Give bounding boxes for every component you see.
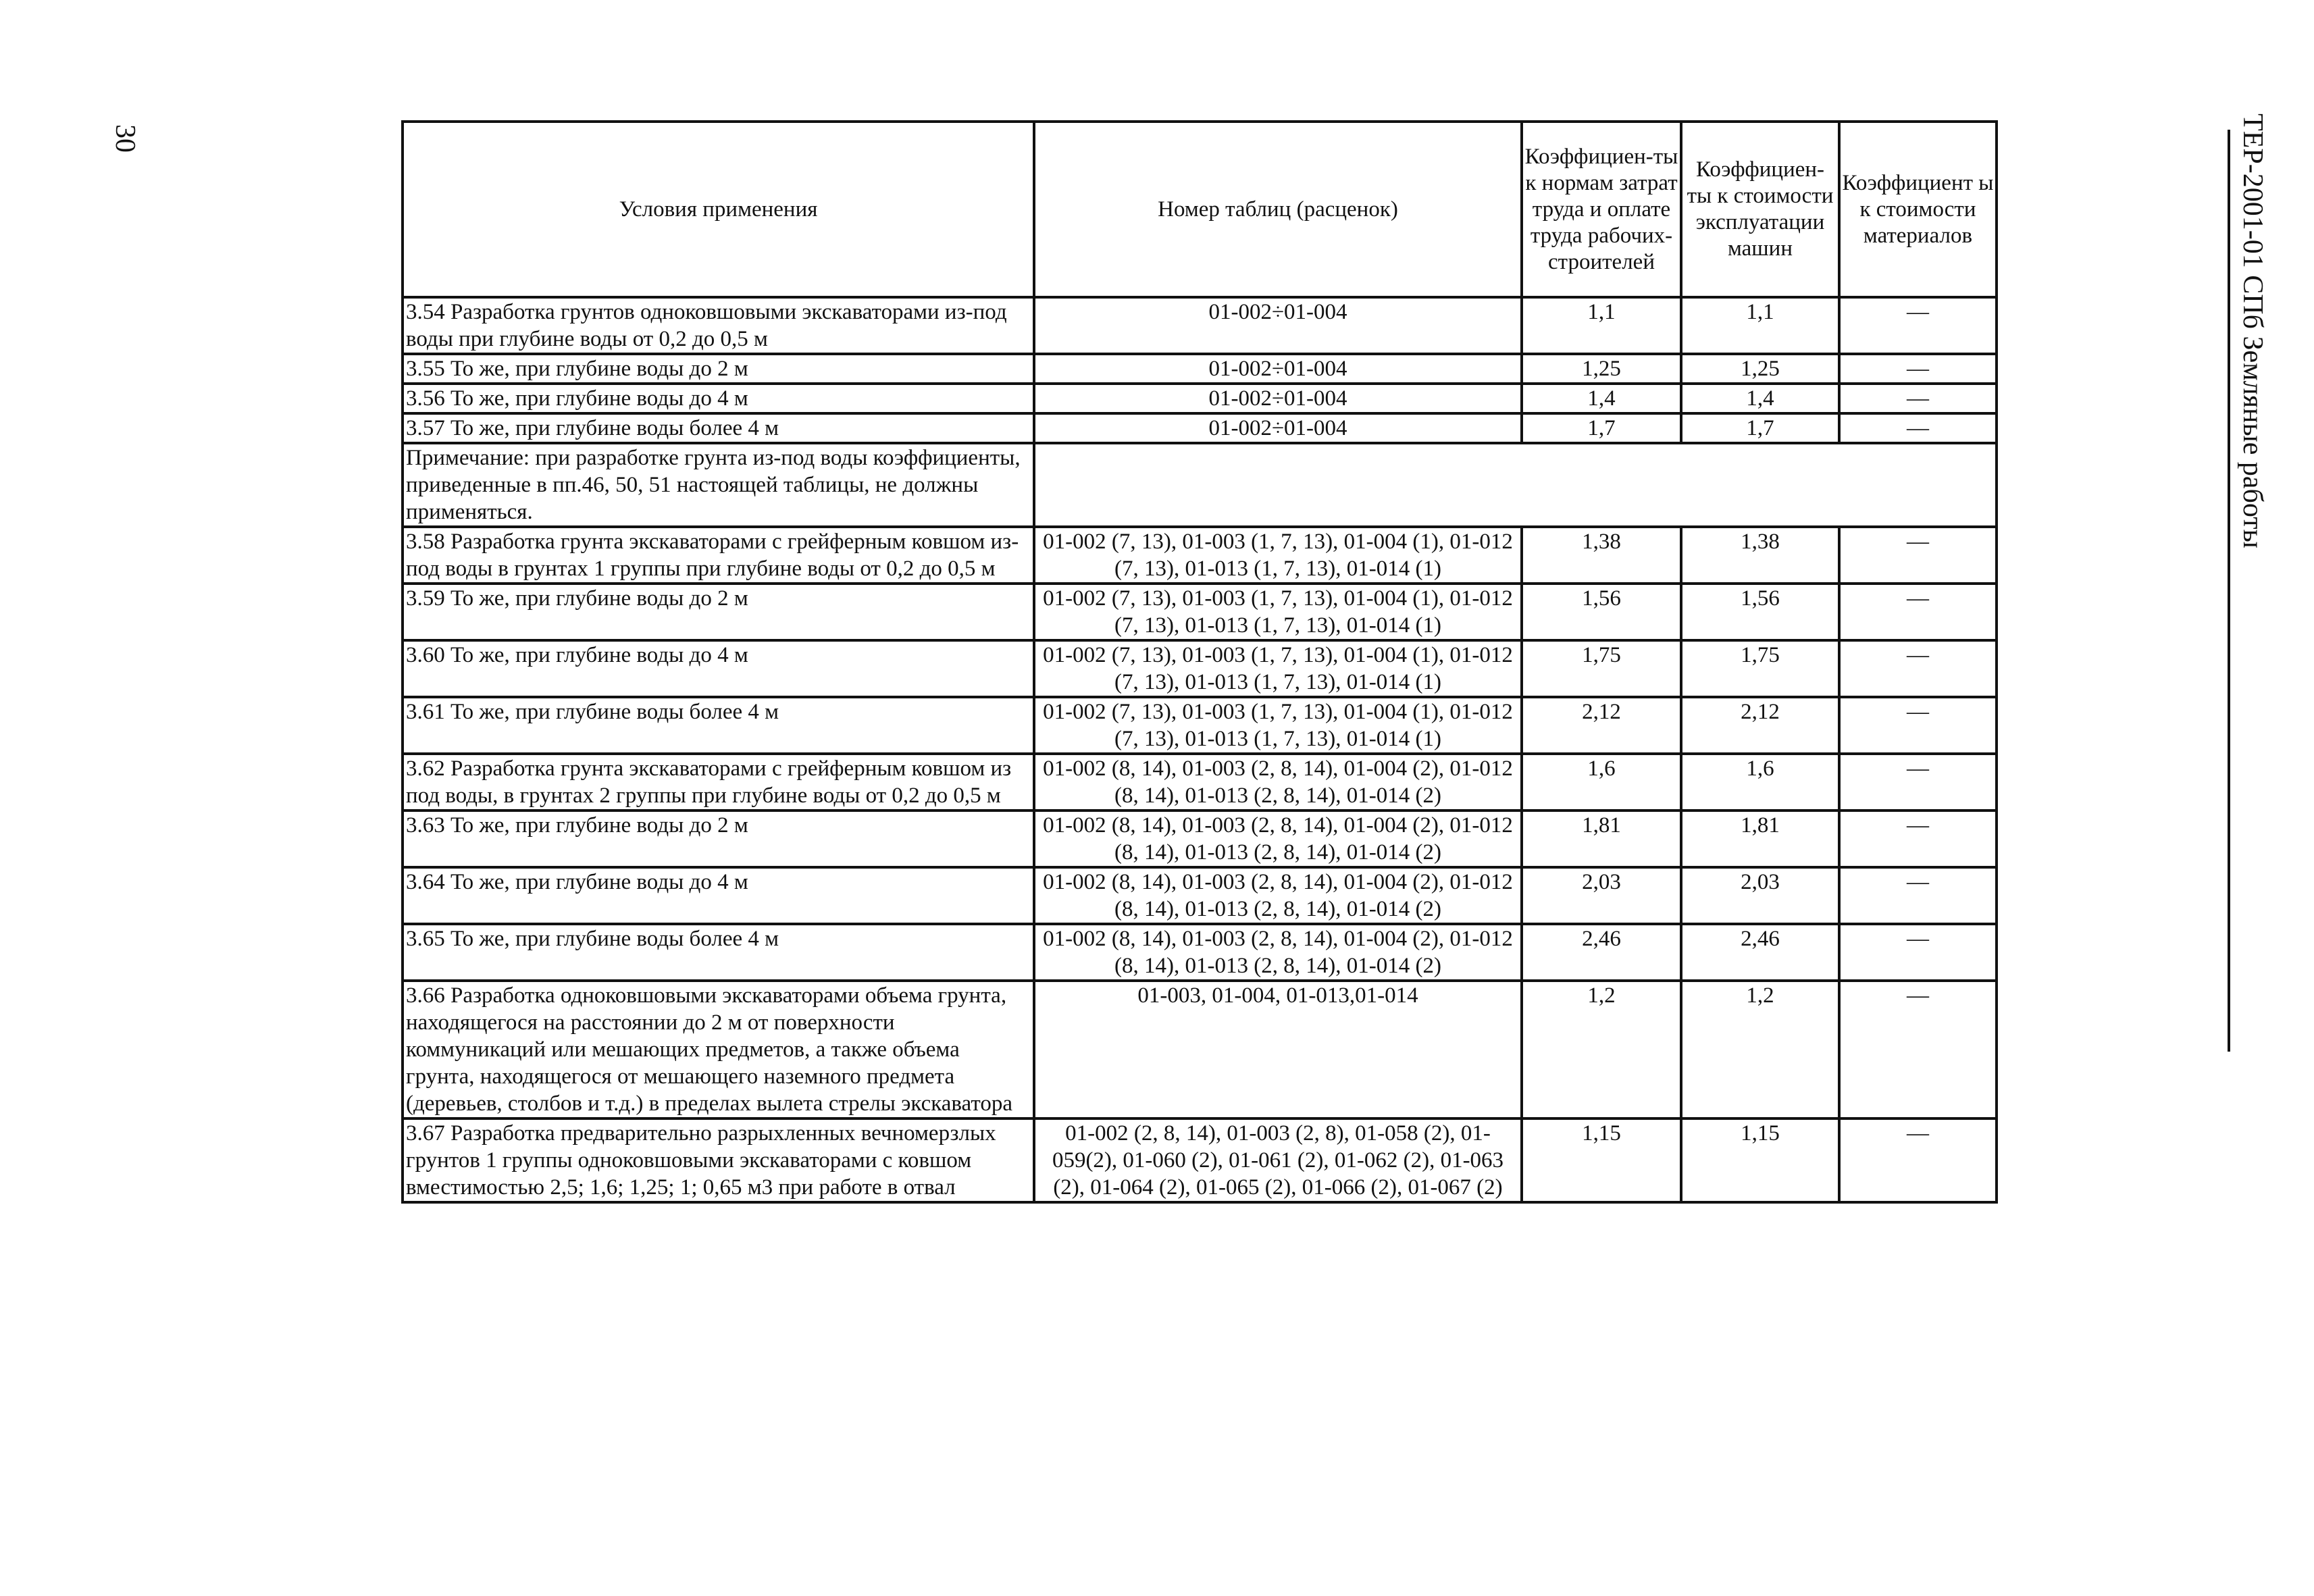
cell-conditions: 3.64 То же, при глубине воды до 4 м bbox=[403, 867, 1034, 924]
cell-machine-coefficient: 2,12 bbox=[1681, 697, 1839, 754]
note-row bbox=[403, 443, 1997, 527]
table-row bbox=[403, 1118, 1997, 1202]
cell-conditions: 3.57 То же, при глубине воды более 4 м bbox=[403, 413, 1034, 443]
cell-machine-coefficient: 1,4 bbox=[1681, 384, 1839, 413]
cell-table-numbers: 01-002 (8, 14), 01-003 (2, 8, 14), 01-004 (2), 01-012 (8, 14), 01-013 (2, 8, 14), 01-014 (2) bbox=[1034, 924, 1522, 981]
header-rule bbox=[2228, 130, 2230, 1052]
cell-machine-coefficient: 1,15 bbox=[1681, 1118, 1839, 1202]
header-labor-coefficient: Коэффициен-ты к нормам затрат труда и оплате труда рабочих-строителей bbox=[1522, 122, 1681, 297]
cell-machine-coefficient: 1,2 bbox=[1681, 981, 1839, 1118]
cell-material-coefficient: — bbox=[1839, 1118, 1997, 1202]
cell-conditions: 3.66 Разработка одноковшовыми экскаваторами объема грунта, находящегося на расстоянии до 2 м от поверхности коммуникаций или мешающих предметов, а также объема грунта, находящегося от мешающего наземного предмета (деревьев, столбов и т.д.) в пределах вылета стрелы экскаватора bbox=[403, 981, 1034, 1118]
table-row bbox=[403, 640, 1997, 697]
cell-machine-coefficient: 2,46 bbox=[1681, 924, 1839, 981]
table-row bbox=[403, 527, 1997, 584]
cell-material-coefficient: — bbox=[1839, 640, 1997, 697]
cell-machine-coefficient: 1,75 bbox=[1681, 640, 1839, 697]
cell-material-coefficient: — bbox=[1839, 384, 1997, 413]
cell-table-numbers: 01-002 (8, 14), 01-003 (2, 8, 14), 01-004 (2), 01-012 (8, 14), 01-013 (2, 8, 14), 01-014 (2) bbox=[1034, 754, 1522, 810]
cell-labor-coefficient: 1,25 bbox=[1522, 354, 1681, 384]
table-row bbox=[403, 354, 1997, 384]
cell-machine-coefficient: 1,25 bbox=[1681, 354, 1839, 384]
cell-labor-coefficient: 1,15 bbox=[1522, 1118, 1681, 1202]
cell-material-coefficient: — bbox=[1839, 354, 1997, 384]
cell-table-numbers: 01-002÷01-004 bbox=[1034, 384, 1522, 413]
running-header: ТЕР-2001-01 СПб Земляные работы bbox=[2237, 113, 2268, 548]
cell-table-numbers: 01-002 (7, 13), 01-003 (1, 7, 13), 01-004 (1), 01-012 (7, 13), 01-013 (1, 7, 13), 01-014 (1) bbox=[1034, 527, 1522, 584]
cell-table-numbers: 01-002 (2, 8, 14), 01-003 (2, 8), 01-058 (2), 01-059(2), 01-060 (2), 01-061 (2), 01-062 (2), 01-063 (2), 01-064 (2), 01-065 (2), 01-066 (2), 01-067 (2) bbox=[1034, 1118, 1522, 1202]
cell-conditions: 3.55 То же, при глубине воды до 2 м bbox=[403, 354, 1034, 384]
table-row bbox=[403, 413, 1997, 443]
header-table-numbers: Номер таблиц (расценок) bbox=[1034, 122, 1522, 297]
header-conditions: Условия применения bbox=[403, 122, 1034, 297]
table-row bbox=[403, 297, 1997, 354]
cell-table-numbers: 01-002 (8, 14), 01-003 (2, 8, 14), 01-004 (2), 01-012 (8, 14), 01-013 (2, 8, 14), 01-014 (2) bbox=[1034, 867, 1522, 924]
cell-table-numbers: 01-002 (8, 14), 01-003 (2, 8, 14), 01-004 (2), 01-012 (8, 14), 01-013 (2, 8, 14), 01-014 (2) bbox=[1034, 810, 1522, 867]
cell-material-coefficient: — bbox=[1839, 297, 1997, 354]
table-row bbox=[403, 384, 1997, 413]
cell-labor-coefficient: 2,12 bbox=[1522, 697, 1681, 754]
cell-machine-coefficient: 1,1 bbox=[1681, 297, 1839, 354]
table-row bbox=[403, 697, 1997, 754]
cell-conditions: 3.61 То же, при глубине воды более 4 м bbox=[403, 697, 1034, 754]
table-row bbox=[403, 924, 1997, 981]
cell-material-coefficient: — bbox=[1839, 527, 1997, 584]
cell-machine-coefficient: 1,56 bbox=[1681, 584, 1839, 640]
cell-labor-coefficient: 1,7 bbox=[1522, 413, 1681, 443]
table-row bbox=[403, 584, 1997, 640]
cell-labor-coefficient: 1,2 bbox=[1522, 981, 1681, 1118]
header-material-coefficient: Коэффициент ы к стоимости материалов bbox=[1839, 122, 1997, 297]
cell-table-numbers: 01-002 (7, 13), 01-003 (1, 7, 13), 01-004 (1), 01-012 (7, 13), 01-013 (1, 7, 13), 01-014 (1) bbox=[1034, 584, 1522, 640]
cell-table-numbers: 01-002 (7, 13), 01-003 (1, 7, 13), 01-004 (1), 01-012 (7, 13), 01-013 (1, 7, 13), 01-014 (1) bbox=[1034, 640, 1522, 697]
cell-labor-coefficient: 1,38 bbox=[1522, 527, 1681, 584]
cell-material-coefficient: — bbox=[1839, 413, 1997, 443]
cell-machine-coefficient: 1,6 bbox=[1681, 754, 1839, 810]
cell-material-coefficient: — bbox=[1839, 867, 1997, 924]
cell-labor-coefficient: 2,46 bbox=[1522, 924, 1681, 981]
cell-machine-coefficient: 1,7 bbox=[1681, 413, 1839, 443]
cell-table-numbers: 01-002 (7, 13), 01-003 (1, 7, 13), 01-004 (1), 01-012 (7, 13), 01-013 (1, 7, 13), 01-014 (1) bbox=[1034, 697, 1522, 754]
cell-labor-coefficient: 1,6 bbox=[1522, 754, 1681, 810]
cell-table-numbers: 01-002÷01-004 bbox=[1034, 354, 1522, 384]
cell-table-numbers: 01-002÷01-004 bbox=[1034, 297, 1522, 354]
table-row bbox=[403, 810, 1997, 867]
cell-machine-coefficient: 2,03 bbox=[1681, 867, 1839, 924]
cell-conditions: 3.62 Разработка грунта экскаваторами с грейферным ковшом из под воды, в грунтах 2 группы при глубине воды от 0,2 до 0,5 м bbox=[403, 754, 1034, 810]
cell-material-coefficient: — bbox=[1839, 810, 1997, 867]
cell-labor-coefficient: 2,03 bbox=[1522, 867, 1681, 924]
cell-conditions: 3.63 То же, при глубине воды до 2 м bbox=[403, 810, 1034, 867]
header-machine-coefficient: Коэффициен-ты к стоимости эксплуатации машин bbox=[1681, 122, 1839, 297]
table-row bbox=[403, 981, 1997, 1118]
cell-labor-coefficient: 1,75 bbox=[1522, 640, 1681, 697]
cell-table-numbers: 01-002÷01-004 bbox=[1034, 413, 1522, 443]
cell-material-coefficient: — bbox=[1839, 924, 1997, 981]
cell-labor-coefficient: 1,56 bbox=[1522, 584, 1681, 640]
cell-material-coefficient: — bbox=[1839, 981, 1997, 1118]
cell-conditions: 3.56 То же, при глубине воды до 4 м bbox=[403, 384, 1034, 413]
cell-conditions: 3.67 Разработка предварительно разрыхленных вечномерзлых грунтов 1 группы одноковшовыми экскаваторами с ковшом вместимостью 2,5; 1,6; 1,25; 1; 0,65 м3 при работе в отвал bbox=[403, 1118, 1034, 1202]
note-empty-cell bbox=[1034, 443, 1997, 527]
cell-table-numbers: 01-003, 01-004, 01-013,01-014 bbox=[1034, 981, 1522, 1118]
cell-material-coefficient: — bbox=[1839, 754, 1997, 810]
table-row bbox=[403, 754, 1997, 810]
cell-material-coefficient: — bbox=[1839, 697, 1997, 754]
cell-labor-coefficient: 1,81 bbox=[1522, 810, 1681, 867]
cell-conditions: 3.60 То же, при глубине воды до 4 м bbox=[403, 640, 1034, 697]
cell-labor-coefficient: 1,1 bbox=[1522, 297, 1681, 354]
cell-machine-coefficient: 1,81 bbox=[1681, 810, 1839, 867]
table-row bbox=[403, 867, 1997, 924]
cell-conditions: 3.59 То же, при глубине воды до 2 м bbox=[403, 584, 1034, 640]
cell-labor-coefficient: 1,4 bbox=[1522, 384, 1681, 413]
cell-conditions: 3.54 Разработка грунтов одноковшовыми экскаваторами из-под воды при глубине воды от 0,2 до 0,5 м bbox=[403, 297, 1034, 354]
note-text: Примечание: при разработке грунта из-под воды коэффициенты, приведенные в пп.46, 50, 51 настоящей таблицы, не должны применяться. bbox=[403, 443, 1034, 527]
cell-conditions: 3.65 То же, при глубине воды более 4 м bbox=[403, 924, 1034, 981]
cell-conditions: 3.58 Разработка грунта экскаваторами с грейферным ковшом из-под воды в грунтах 1 группы при глубине воды от 0,2 до 0,5 м bbox=[403, 527, 1034, 584]
coefficients-table bbox=[401, 120, 1998, 1204]
cell-material-coefficient: — bbox=[1839, 584, 1997, 640]
page-number: 30 bbox=[109, 124, 140, 153]
cell-machine-coefficient: 1,38 bbox=[1681, 527, 1839, 584]
table-header-row bbox=[403, 122, 1997, 297]
